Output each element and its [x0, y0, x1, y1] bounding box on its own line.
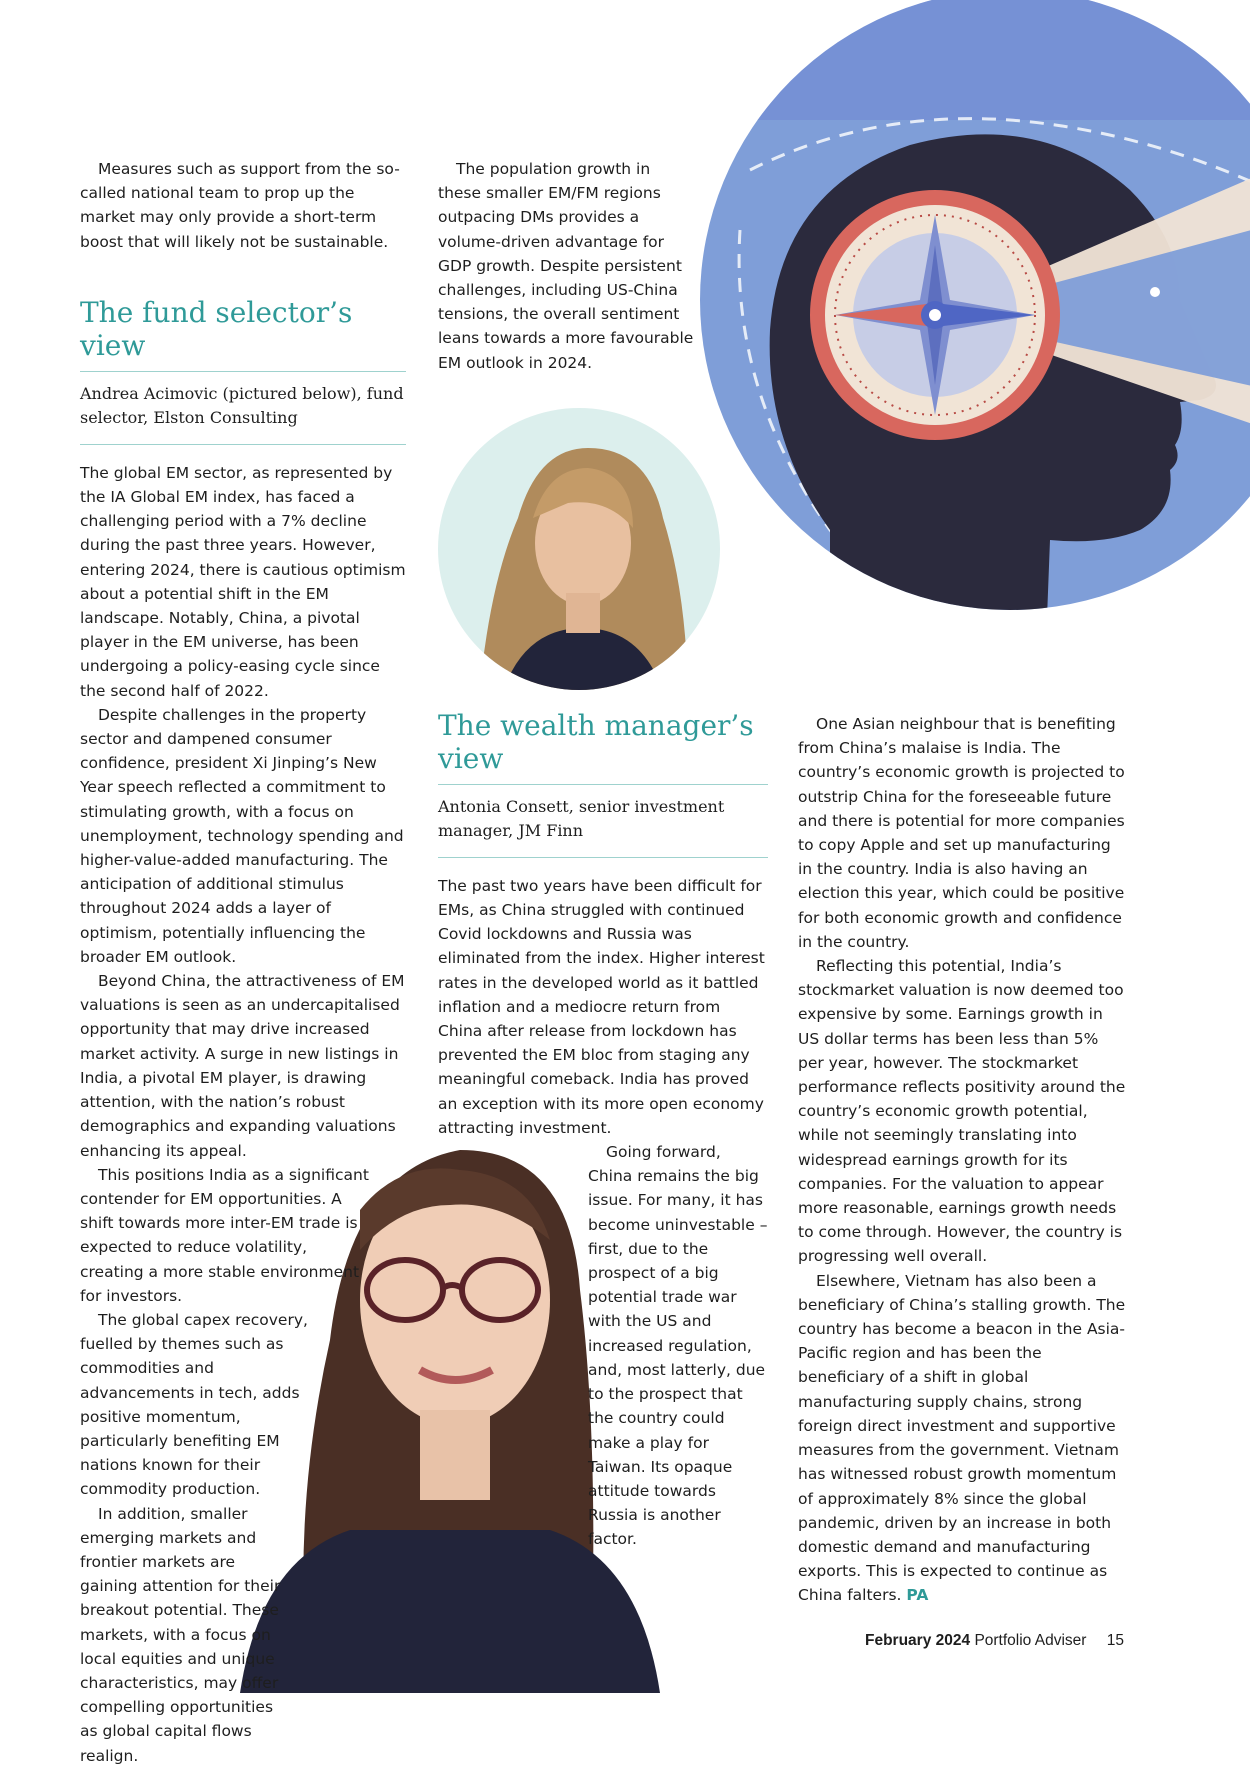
paragraph: One Asian neighbour that is benefiting from China’s malaise is India. The country’s economic growth is projected to outstrip China for the foreseeable future and there is potential for more companies to copy Apple and set up manufacturing in the country. India is also having an election this year, which could be positive for both economic growth and confidence in the country.	[798, 715, 1125, 951]
intro-text: Measures such as support from the so-called national team to prop up the market may only provide a short-term boost that will likely not be sustainable.	[80, 160, 400, 251]
paragraph: The global EM sector, as represented by the IA Global EM index, has faced a challenging period with a 7% decline during the past three years. However, entering 2024, there is cautious optimism about a potential shift in the EM landscape. Notably, China, a pivotal player in the EM universe, has been undergoing a policy-easing cycle since the second half of 2022.	[80, 463, 406, 700]
paragraph: Despite challenges in the property sector and dampened consumer confidence, president Xi Jinping’s New Year speech reflected a commitment to stimulating growth, with a focus on unemployment, technology spending and higher-value-added manufacturing. The anticipation of additional stimulus throughout 2024 adds a layer of optimism, potentially influencing the broader EM outlook.	[80, 705, 404, 966]
paragraph: The population growth in these smaller EM/FM regions outpacing DMs provides a volume-driven advantage for GDP growth. Despite persistent challenges, including US-China tensions, the overall sentiment leans towards a more favourable EM outlook in 2024.	[438, 160, 694, 372]
paragraph	[798, 1269, 1128, 1608]
page-number: 15	[1106, 1632, 1124, 1649]
right-body	[798, 712, 1128, 1608]
fund-selector-body	[80, 461, 406, 1768]
column-middle	[438, 157, 768, 1552]
paragraph: Reflecting this potential, India’s stockmarket valuation is now deemed too expensive by some. Earnings growth in US dollar terms has been less than 5% per year, however. The stockmarket performance reflects positivity around the country’s economic growth potential, while not seemingly translating into widespread earnings growth for its companies. For the valuation to appear more reasonable, earnings growth needs to come through. However, the country is progressing well overall.	[798, 957, 1126, 1266]
paragraph: In addition, smaller emerging markets and frontier markets are gaining attention for their breakout potential. These markets, with a focus on local equities and unique characteristics, may offer compelling opportunities as global capital flows realign.	[80, 1504, 281, 1765]
column-left	[80, 157, 406, 1768]
paragraph: This positions India as a significant contender for EM opportunities. A shift towards more inter-EM trade is expected to reduce volatility, creating a more stable environment for investors.	[80, 1165, 369, 1305]
pa-sign-off: PA	[906, 1586, 929, 1605]
wealth-manager-heading: The wealth manager’s view	[438, 709, 768, 785]
population-paragraph	[438, 157, 698, 375]
issue-date: February 2024	[865, 1632, 971, 1649]
paragraph-text: Elsewhere, Vietnam has also been a beneficiary of China’s stalling growth. The country has become a beacon in the Asia-Pacific region and has been the beneficiary of a shift in global manufacturing supply chains, strong foreign direct investment and supportive measures from the government. Vietnam has witnessed robust growth momentum of approximately 8% since the global pandemic, driven by an increase in both domestic demand and manufacturing exports. This is expected to continue as China falters.	[798, 1271, 1126, 1605]
paragraph: The past two years have been difficult for EMs, as China struggled with continued Covid lockdowns and Russia was eliminated from the index. Higher interest rates in the developed world as it battled inflation and a mediocre return from China after release from lockdown has prevented the EM bloc from staging any meaningful comeback. India has proved an exception with its more open economy attracting investment.	[438, 876, 765, 1137]
paragraph: Going forward, China remains the big issue. For many, it has become uninvestable – first, due to the prospect of a big potential trade war with the US and increased regulation, and, most latterly, due to the prospect that the country could make a play for Taiwan. Its opaque attitude towards Russia is another factor.	[588, 1143, 768, 1549]
paragraph: Beyond China, the attractiveness of EM valuations is seen as an undercapitalised opportunity that may drive increased market activity. A surge in new listings in India, a pivotal EM player, is drawing attention, with the nation’s robust demographics and expanding valuations enhancing its appeal.	[80, 972, 405, 1160]
page-footer	[865, 1632, 1124, 1650]
compass-head-illustration	[710, 0, 1250, 660]
intro-paragraph	[80, 157, 406, 254]
wealth-manager-body	[438, 874, 768, 1552]
wealth-manager-byline: Antonia Consett, senior investment manager, JM Finn	[438, 785, 768, 858]
fund-selector-byline: Andrea Acimovic (pictured below), fund selector, Elston Consulting	[80, 372, 406, 445]
magazine-name: Portfolio Adviser	[974, 1632, 1087, 1649]
column-right	[798, 712, 1128, 1608]
fund-selector-heading: The fund selector’s view	[80, 296, 406, 372]
paragraph: The global capex recovery, fuelled by themes such as commodities and advancements in tech, adds positive momentum, particularly benefiting EM nations known for their commodity production.	[80, 1310, 308, 1499]
